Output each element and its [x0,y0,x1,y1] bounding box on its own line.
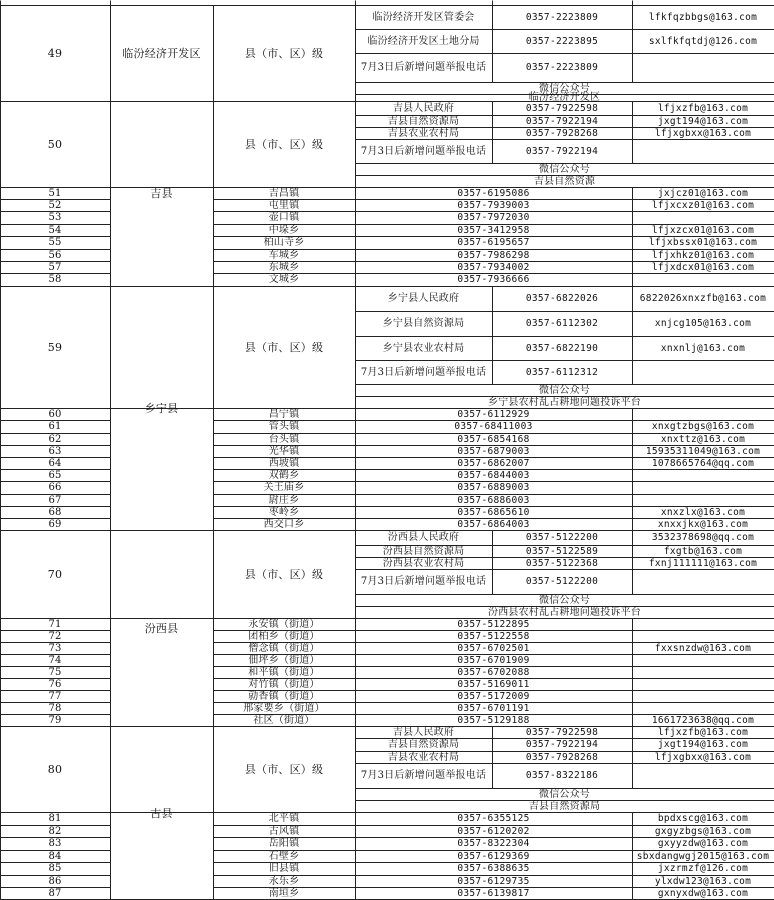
unit-name: 乡宁县农业农村局 [382,342,465,354]
township-name: 台头镇 [268,433,300,445]
unit-name: 7月3日后新增问题举报电话 [360,770,487,781]
email-address [632,469,774,481]
township-name: 团柏乡（街道） [248,630,320,642]
township-name: 车城乡 [268,249,300,261]
row-number: 51 [48,187,62,199]
row-number: 69 [48,518,62,530]
phone-number: 0357-6702501 [457,642,530,654]
phone-number: 0357-7922598 [525,102,599,114]
phone-number: 0357-5172009 [457,690,530,702]
email-address: lfjxgbxx@163.com [654,751,752,763]
email-address: sxlfkfqtdj@126.com [648,35,758,47]
row-number: 53 [48,212,62,223]
unit-name: 7月3日后新增问题举报电话 [360,62,487,73]
email-address: lfjxcxz01@163.com [651,199,755,211]
email-address: lfjxzcx01@163.com [651,224,755,236]
phone-number: 0357-7939003 [457,199,530,211]
row-number: 67 [48,494,62,506]
phone-number: 0357-6129735 [457,875,530,887]
email-address: fxnj111111@163.com [648,557,758,569]
unit-name: 7月3日后新增问题举报电话 [360,145,487,157]
region-name: 汾西县 [144,621,179,635]
township-name: 管头镇 [268,421,300,432]
region-name: 临汾经济开发区 [122,46,201,60]
phone-number: 0357-5122200 [525,576,599,587]
phone-number: 0357-6862007 [457,457,530,469]
wechat-label: 微信公众号 [539,594,590,606]
row-number: 81 [48,813,62,824]
row-number: 64 [48,457,62,469]
email-address: lfjxzfb@163.com [657,102,749,114]
email-address: jxgt194@163.com [657,739,749,750]
phone-number: 0357-3412958 [457,224,530,236]
phone-number: 0357-6864003 [457,518,530,530]
email-address [632,408,774,420]
email-address: fxgtb@163.com [663,545,743,557]
township-name: 佃坪乡（街道） [248,654,320,666]
email-address: lfkfqzbbgs@163.com [648,11,758,23]
wechat-label: 微信公众号 [539,163,590,175]
level-label: 县（市、区）级 [244,46,324,60]
email-address: lfjxdcx01@163.com [651,261,755,273]
wechat-label: 微信公众号 [539,788,590,800]
phone-number: 0357-7922194 [525,739,599,750]
row-number: 82 [48,825,62,837]
phone-number: 0357-6112929 [457,408,530,420]
phone-number: 0357-6701909 [457,654,530,666]
township-name: 僧念镇（街道） [248,642,320,654]
township-name: 旧县镇 [268,863,300,874]
email-address: xnjcg105@163.com [654,318,752,329]
region-name: 乡宁县 [144,401,179,415]
row-number: 85 [48,863,62,874]
row-number: 80 [47,762,63,776]
township-name: 南垣乡 [268,888,300,899]
phone-number: 0357-2223809 [525,62,599,73]
township-name: 屯里镇 [268,199,300,211]
row-number: 56 [48,249,62,261]
email-address [632,763,774,788]
phone-number: 0357-6822026 [525,293,599,304]
email-address [632,702,774,714]
township-name: 壶口镇 [268,212,300,223]
level-label: 县（市、区）级 [244,762,324,776]
email-address [632,666,774,678]
phone-number: 0357-6355125 [457,813,530,824]
region-name: 古县 [150,806,173,820]
phone-number: 0357-6889003 [457,482,530,493]
township-name: 关王庙乡 [263,482,305,493]
township-name: 中垛乡 [268,224,300,236]
email-address: ylxdw123@163.com [654,875,752,887]
row-number: 73 [48,642,62,654]
township-name: 勍香镇（街道） [248,690,320,702]
township-name: 社区（街道） [253,714,315,726]
wechat-account: 汾西县农村乱占耕地问题投诉平台 [488,606,641,618]
phone-number: 0357-2223895 [525,35,599,47]
email-address: bpdxscg@163.com [657,813,749,824]
phone-number: 0357-7934002 [457,261,530,273]
level-label: 县（市、区）级 [244,340,324,354]
phone-number: 0357-6886003 [457,494,530,506]
phone-number: 0357-6195657 [457,237,530,248]
township-name: 柏山寺乡 [263,237,305,248]
level-label: 县（市、区）级 [244,567,324,581]
email-address: gxnyxdw@163.com [657,888,749,899]
township-name: 和平镇（街道） [248,666,320,678]
row-number: 84 [48,850,62,862]
row-number: 79 [48,714,62,726]
phone-number: 0357-7922194 [525,115,599,127]
row-number: 66 [48,482,62,493]
phone-number: 0357-8322186 [525,770,599,781]
wechat-account: 乡宁县农村乱占耕地问题投诉平台 [488,396,641,408]
township-name: 古风镇 [268,825,300,837]
township-name: 岳阳镇 [268,838,300,849]
phone-number: 0357-7986298 [457,249,530,261]
phone-number: 0357-6112312 [525,366,599,378]
row-number: 62 [48,433,62,445]
row-number: 55 [48,237,62,248]
email-address: lfjxhkz01@163.com [651,249,755,261]
unit-name: 7月3日后新增问题举报电话 [360,366,487,378]
township-name: 石壁乡 [268,850,300,862]
phone-number: 0357-7922598 [525,726,599,738]
unit-name: 吉县自然资源局 [387,739,460,750]
email-address: 15935311049@163.com [645,445,761,457]
email-address [632,494,774,506]
phone-number: 0357-68411003 [454,421,533,432]
phone-number: 0357-6139817 [457,888,530,899]
township-name: 尉庄乡 [268,494,300,506]
phone-number: 0357-6702088 [457,666,530,678]
row-number: 54 [48,224,62,236]
email-address: gxgyzbgs@163.com [654,825,752,837]
row-number: 61 [48,421,62,432]
phone-number: 0357-6129369 [457,850,530,862]
phone-number: 0357-5122589 [525,545,599,557]
email-address [632,630,774,642]
email-address: 1078665764@qq.com [651,457,755,469]
email-address: lfjxgbxx@163.com [654,127,752,139]
email-address: lfjxbssx01@163.com [648,237,758,248]
phone-number: 0357-6701191 [457,702,530,714]
township-name: 光华镇 [268,445,300,457]
unit-name: 临汾经济开发区土地分局 [367,35,480,47]
unit-name: 乡宁县人民政府 [387,293,460,304]
email-address: xnxzlx@163.com [660,506,746,518]
email-address [632,654,774,666]
email-address: jxjcz01@163.com [657,187,749,199]
phone-number: 0357-2223809 [525,11,599,23]
email-address [632,618,774,630]
township-name: 对竹镇（街道） [248,678,320,690]
email-address: xnxxjkx@163.com [657,518,749,530]
row-number: 83 [48,838,62,849]
phone-number: 0357-7972030 [457,212,530,223]
township-name: 枣岭乡 [268,506,300,518]
phone-number: 0357-5169011 [457,678,530,690]
row-number: 87 [48,888,62,899]
phone-number: 0357-5129188 [457,714,530,726]
row-number: 59 [47,340,63,354]
township-name: 邢家要乡（街道） [243,702,325,714]
row-number: 68 [48,506,62,518]
row-number: 50 [47,137,63,151]
unit-name: 吉县人民政府 [392,102,455,114]
row-number: 60 [48,408,62,420]
email-address: 3532378698@qq.com [651,532,755,543]
row-number: 57 [48,261,62,273]
phone-number: 0357-6120202 [457,825,530,837]
township-name: 双鹤乡 [268,469,300,481]
email-address: 6822026xnxzfb@163.com [639,293,767,304]
phone-number: 0357-6822190 [525,342,599,354]
email-address [632,139,774,163]
email-address [632,569,774,594]
township-name: 永乐乡 [268,875,300,887]
row-number: 71 [48,618,62,630]
phone-number: 0357-6388635 [457,863,530,874]
row-number: 75 [48,666,62,678]
row-number: 70 [47,567,63,581]
phone-number: 0357-5122200 [525,532,599,543]
email-address [632,211,774,224]
row-number: 77 [48,690,62,702]
row-number: 52 [48,199,62,211]
unit-name: 临汾经济开发区管委会 [372,11,475,23]
wechat-account: 临汾经济开发区 [528,92,601,103]
row-number: 65 [48,469,62,481]
unit-name: 汾西县人民政府 [387,532,460,543]
township-name: 文城乡 [268,274,300,285]
phone-number: 0357-8322304 [457,838,530,849]
email-address: xnxttz@163.com [660,433,746,445]
email-address [632,678,774,690]
email-address [632,360,774,384]
phone-number: 0357-7922194 [525,145,599,157]
wechat-label: 微信公众号 [539,384,590,396]
row-number: 63 [48,445,62,457]
unit-name: 吉县自然资源局 [387,115,460,127]
phone-number: 0357-7928268 [525,127,599,139]
email-address: lfjxzfb@163.com [657,726,749,738]
email-address [632,273,774,286]
township-name: 东城乡 [268,261,300,273]
row-number: 78 [48,702,62,714]
phone-number: 0357-5122558 [457,630,530,642]
township-name: 永安镇（街道） [248,618,320,630]
row-number: 76 [48,678,62,690]
township-name: 吉昌镇 [268,187,300,199]
phone-number: 0357-6844003 [457,469,530,481]
wechat-account: 吉县自然资源 [533,175,596,187]
row-number: 49 [47,46,63,60]
email-address: fxxsnzdw@163.com [654,642,752,654]
phone-number: 0357-6865610 [457,506,530,518]
phone-number: 0357-7928268 [525,751,599,763]
row-number: 72 [48,630,62,642]
email-address: jxzrmzf@126.com [657,863,749,874]
phone-number: 0357-7936666 [457,274,530,285]
email-address: jxgt194@163.com [657,115,749,127]
phone-number: 0357-6195086 [457,187,530,199]
row-number: 74 [48,654,62,666]
unit-name: 吉县农业农村局 [387,751,460,763]
phone-number: 0357-6854168 [457,433,530,445]
phone-number: 0357-6879003 [457,445,530,457]
township-name: 西坡镇 [268,457,300,469]
row-number: 86 [48,875,62,887]
unit-name: 7月3日后新增问题举报电话 [360,576,487,587]
level-label: 县（市、区）级 [244,137,324,151]
email-address [632,481,774,494]
phone-number: 0357-5122368 [525,557,599,569]
email-address [632,690,774,702]
township-name: 西交口乡 [263,518,305,530]
unit-name: 吉县人民政府 [392,726,455,738]
row-number: 58 [48,274,62,285]
email-address: gxyyzdw@163.com [657,838,749,849]
wechat-label: 微信公众号 [539,82,590,94]
unit-name: 汾西县自然资源局 [382,545,465,557]
township-name: 北平镇 [268,813,300,824]
region-name: 吉县 [150,187,173,200]
wechat-account: 吉县自然资源局 [528,800,601,812]
unit-name: 乡宁县自然资源局 [382,318,465,329]
unit-name: 汾西县农业农村局 [382,557,465,569]
email-address: xnxgtzbgs@163.com [651,421,755,432]
email-address: xnxnlj@163.com [660,342,746,354]
township-name: 昌宁镇 [268,408,300,420]
email-address [632,53,774,82]
unit-name: 吉县农业农村局 [387,127,460,139]
phone-number: 0357-5122895 [457,618,530,630]
email-address: 1661723638@qq.com [651,714,755,726]
email-address: sbxdangwgj2015@163.com [636,850,770,862]
phone-number: 0357-6112302 [525,318,599,329]
